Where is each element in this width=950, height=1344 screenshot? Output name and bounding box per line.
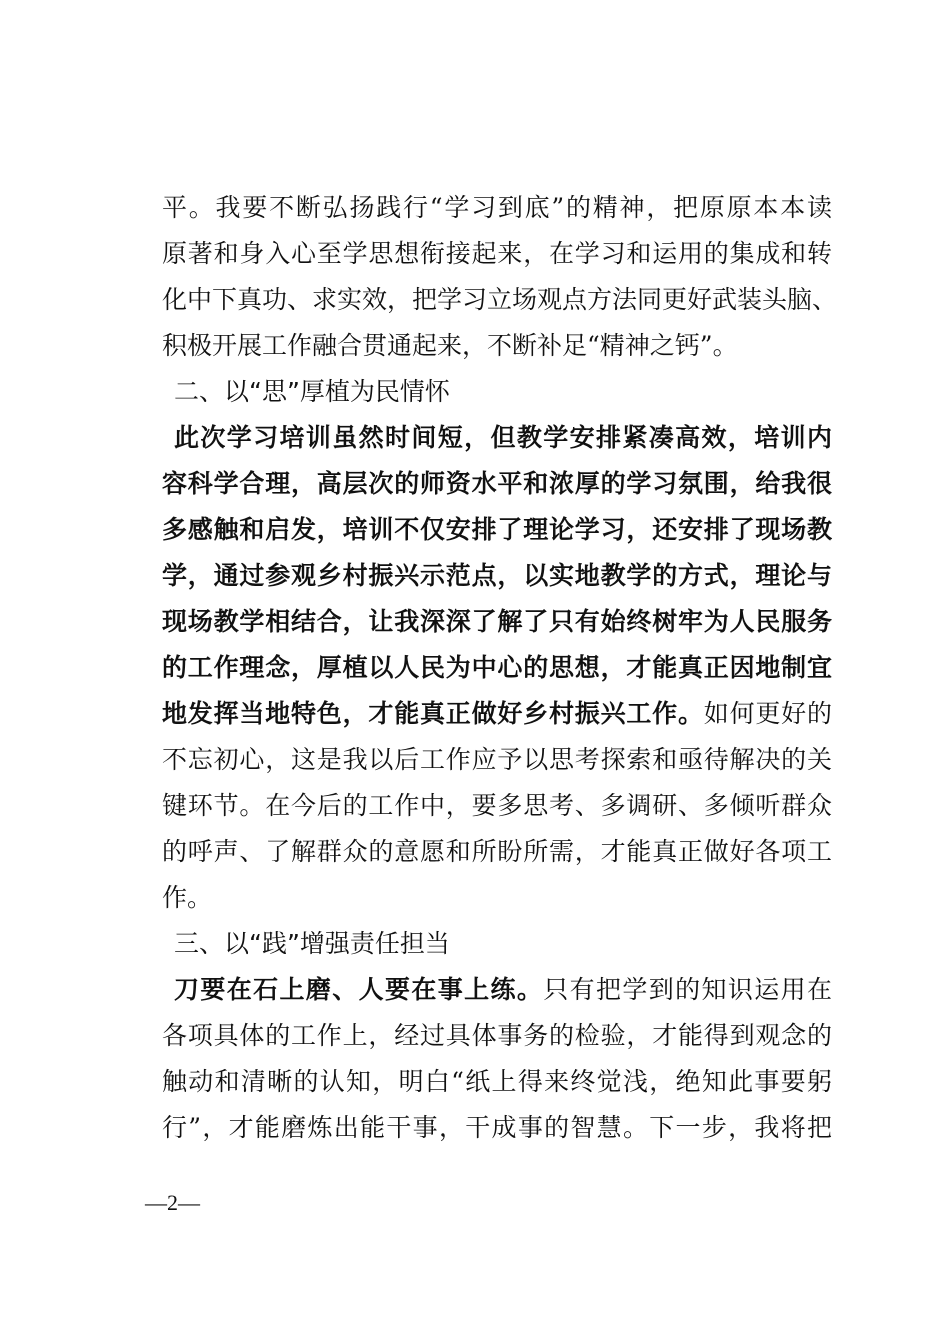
text-line [162, 507, 832, 553]
text-segment: 行”，才能磨炼出能干事，干成事的智慧。下一步，我将把 [162, 1113, 832, 1142]
bold-text-segment: 刀要在石上磨、人要在事上练。 [174, 975, 544, 1004]
text-segment: 触动和清晰的认知，明白“纸上得来终觉浅，绝知此事要躬 [162, 1067, 832, 1096]
bold-text-segment: 的工作理念，厚植以人民为中心的思想，才能真正因地制宜 [162, 653, 832, 682]
text-line [162, 967, 832, 1013]
text-line [162, 783, 832, 829]
text-line [162, 323, 832, 369]
text-segment: 的呼声、了解群众的意愿和所盼所需，才能真正做好各项工 [162, 837, 832, 866]
text-segment: 不忘初心，这是我以后工作应予以思考探索和亟待解决的关 [162, 745, 832, 774]
text-line [162, 737, 832, 783]
text-segment: 二、以“思”厚植为民情怀 [174, 377, 450, 406]
text-line [162, 691, 832, 737]
text-segment: 各项具体的工作上，经过具体事务的检验，才能得到观念的 [162, 1021, 832, 1050]
bold-text-segment: 地发挥当地特色，才能真正做好乡村振兴工作。 [162, 699, 704, 728]
text-segment: 只有把学到的知识运用在 [543, 975, 832, 1004]
bold-text-segment: 多感触和启发，培训不仅安排了理论学习，还安排了现场教 [162, 515, 832, 544]
section-heading [162, 921, 832, 967]
text-segment: 化中下真功、求实效，把学习立场观点方法同更好武装头脑、 [162, 285, 838, 314]
text-line [162, 645, 832, 691]
text-line [162, 829, 832, 875]
bold-text-segment: 此次学习培训虽然时间短，但教学安排紧凑高效，培训内 [174, 423, 832, 452]
page-number: —2— [145, 1190, 200, 1215]
text-line [162, 553, 832, 599]
text-segment: 如何更好的 [703, 699, 832, 728]
text-segment: 积极开展工作融合贯通起来，不断补足“精神之钙”。 [162, 331, 738, 360]
text-line [162, 185, 832, 231]
text-segment: 原著和身入心至学思想衔接起来，在学习和运用的集成和转 [162, 239, 832, 268]
text-segment: 作。 [162, 883, 213, 912]
bold-text-segment: 学，通过参观乡村振兴示范点，以实地教学的方式，理论与 [162, 561, 832, 590]
text-line [162, 277, 838, 323]
text-segment: 平。我要不断弘扬践行“学习到底”的精神，把原原本本读 [162, 193, 832, 222]
text-segment: 三、以“践”增强责任担当 [174, 929, 450, 958]
text-line [162, 1105, 832, 1151]
text-segment: 键环节。在今后的工作中，要多思考、多调研、多倾听群众 [162, 791, 832, 820]
text-line [162, 461, 832, 507]
bold-text-segment: 现场教学相结合，让我深深了解了只有始终树牢为人民服务 [162, 607, 832, 636]
body-text [162, 185, 838, 1151]
text-line [162, 1059, 832, 1105]
bold-text-segment: 容科学合理，高层次的师资水平和浓厚的学习氛围，给我很 [162, 469, 832, 498]
text-line [162, 599, 832, 645]
text-line [162, 875, 832, 921]
section-heading [162, 369, 832, 415]
text-line [162, 231, 832, 277]
text-line [162, 415, 832, 461]
text-line [162, 1013, 832, 1059]
